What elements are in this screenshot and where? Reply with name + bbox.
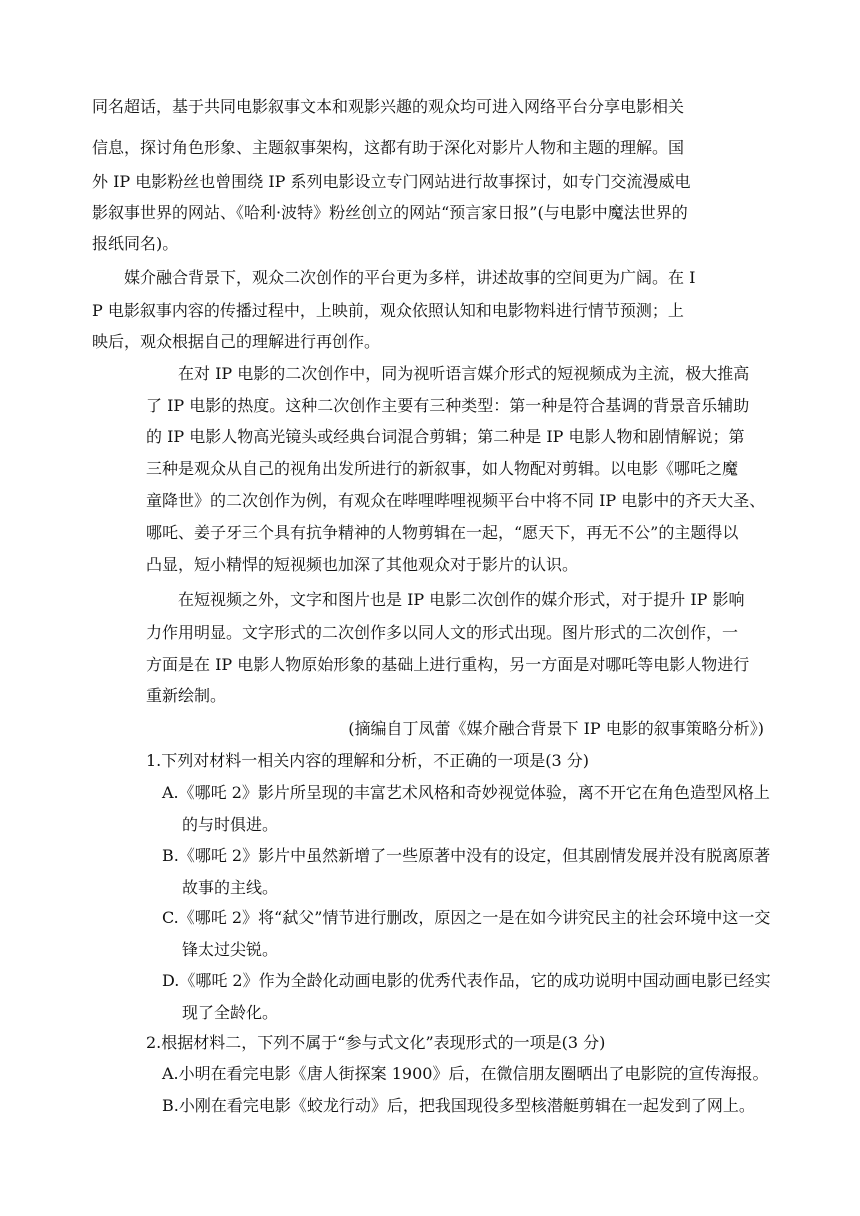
text-line: 信息，探讨角色形象、主题叙事架构，这都有助于深化对影片人物和主题的理解。国 [92, 138, 685, 157]
option-c: C.《哪吒 2》将“弑父”情节进行删改，原因之一是在如今讲究民主的社会环境中这一交 [162, 908, 771, 927]
text-line: 影叙事世界的网站、《哈利·波特》粉丝创立的网站“预言家日报”(与电影中魔法世界的 [92, 203, 688, 222]
text-line: 媒介融合背景下，观众二次创作的平台更为多样，讲述故事的空间更为广阔。在 I [124, 268, 696, 287]
text-line: 方面是在 IP 电影人物原始形象的基础上进行重构，另一方面是对哪吒等电影人物进行 [146, 655, 750, 674]
text-line: 三种是观众从自己的视角出发所进行的新叙事，如人物配对剪辑。以电影《哪吒之魔 [146, 459, 739, 478]
text-line: 重新绘制。 [146, 686, 227, 705]
source-citation: (摘编自丁凤蕾《媒介融合背景下 IP 电影的叙事策略分析》) [348, 719, 764, 738]
option-c-cont: 锋太过尖锐。 [182, 940, 279, 959]
option-a: A.小明在看完电影《唐人街探案 1900》后，在微信朋友圈晒出了电影院的宣传海报。 [162, 1064, 769, 1083]
text-line: 在对 IP 电影的二次创作中，同为视听语言媒介形式的短视频成为主流，极大推高 [178, 364, 750, 383]
text-line: 报纸同名)。 [92, 234, 179, 253]
option-a: A.《哪吒 2》影片所呈现的丰富艺术风格和奇妙视觉体验，离不开它在角色造型风格上 [162, 783, 770, 802]
option-a-cont: 的与时俱进。 [182, 815, 279, 834]
text-line: 童降世》的二次创作为例，有观众在哔哩哔哩视频平台中将不同 IP 电影中的齐天大圣、 [146, 491, 766, 510]
text-line: 凸显，短小精悍的短视频也加深了其他观众对于影片的认识。 [146, 555, 579, 574]
text-line: 哪吒、姜子牙三个具有抗争精神的人物剪辑在一起，“愿天下，再无不公”的主题得以 [146, 523, 739, 542]
option-d: D.《哪吒 2》作为全龄化动画电影的优秀代表作品，它的成功说明中国动画电影已经实 [162, 971, 771, 990]
text-line: 外 IP 电影粉丝也曾围绕 IP 系列电影设立专门网站进行故事探讨，如专门交流漫威电 [92, 172, 691, 191]
text-line: 的 IP 电影人物高光镜头或经典台词混合剪辑；第二种是 IP 电影人物和剧情解说；第 [146, 427, 745, 446]
text-line: 力作用明显。文字形式的二次创作多以同人文的形式出现。图片形式的二次创作，一 [146, 623, 739, 642]
option-b-cont: 故事的主线。 [182, 878, 279, 897]
text-line: 了 IP 电影的热度。这种二次创作主要有三种类型：第一种是符合基调的背景音乐辅助 [146, 396, 750, 415]
text-line: 映后，观众根据自己的理解进行再创作。 [92, 332, 381, 351]
option-b: B.小刚在看完电影《蛟龙行动》后，把我国现役多型核潜艇剪辑在一起发到了网上。 [162, 1096, 755, 1115]
question-stem: 2.根据材料二，下列不属于“参与式文化”表现形式的一项是(3 分) [146, 1033, 606, 1052]
option-d-cont: 现了全龄化。 [182, 1003, 279, 1022]
text-line: 在短视频之外，文字和图片也是 IP 电影二次创作的媒介形式，对于提升 IP 影响 [178, 590, 745, 609]
option-b: B.《哪吒 2》影片中虽然新增了一些原著中没有的设定，但其剧情发展并没有脱离原著 [162, 846, 771, 865]
question-stem: 1.下列对材料一相关内容的理解和分析，不正确的一项是(3 分) [146, 751, 590, 770]
text-line: 同名超话，基于共同电影叙事文本和观影兴趣的观众均可进入网络平台分享电影相关 [92, 97, 685, 116]
text-line: P 电影叙事内容的传播过程中，上映前，观众依照认知和电影物料进行情节预测；上 [92, 301, 684, 320]
